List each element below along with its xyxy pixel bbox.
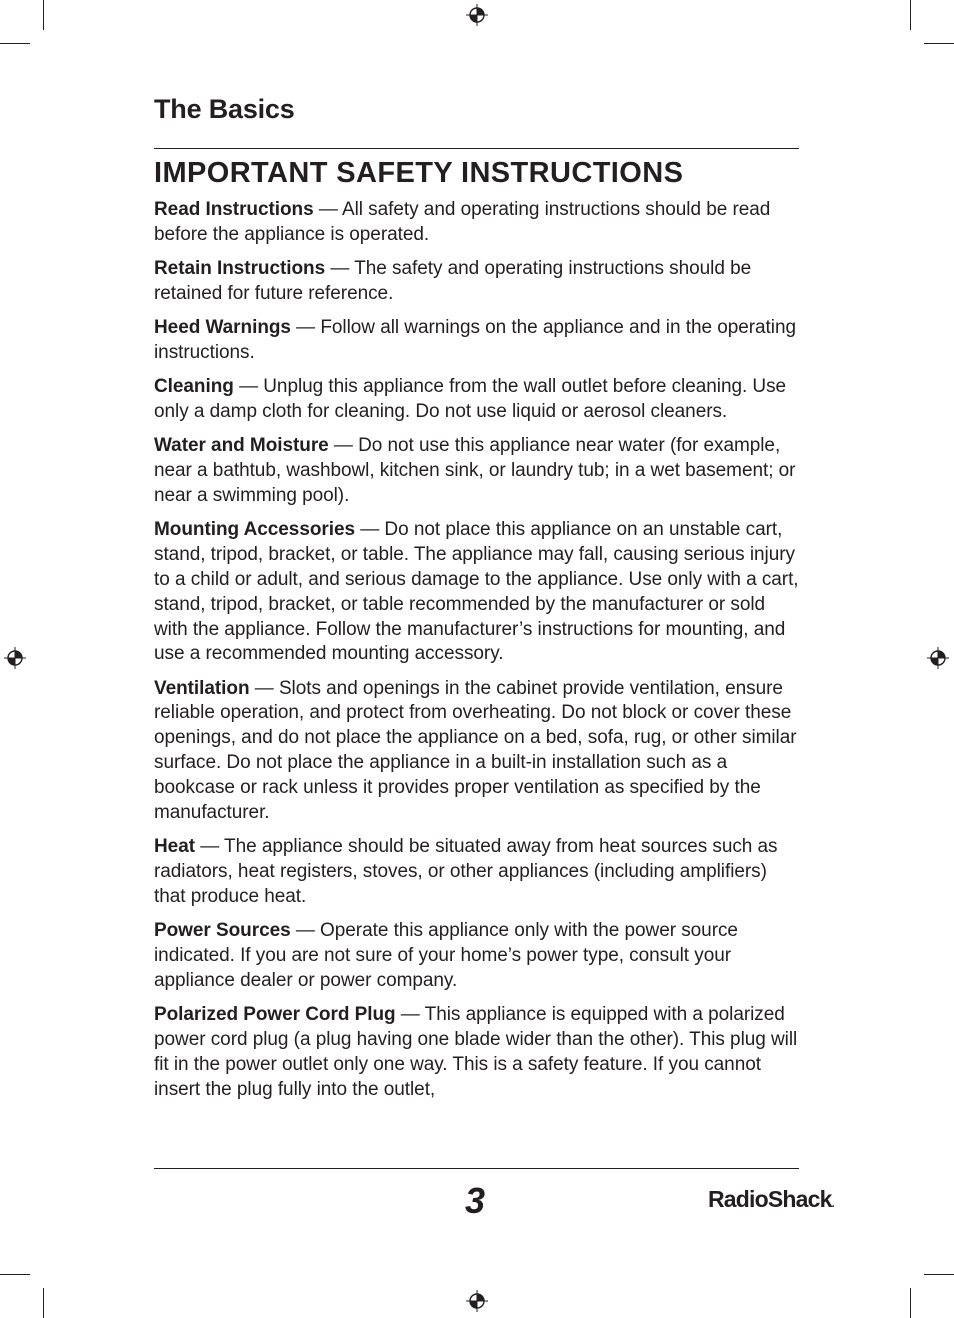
instruction-item <box>154 257 802 307</box>
instruction-text: — Do not use this appliance near water (for example, near a bathtub, washbowl, kitchen sink, or laundry tub; in a wet basement; or near a swimming pool). <box>154 435 796 506</box>
crop-mark-icon <box>910 0 911 30</box>
instruction-text: — Slots and openings in the cabinet provide ventilation, ensure reliable operation, and protect from overheating. Do not block or cover these openings, and do not place the appliance on a bed, sofa, rug, or other similar surface. Do not place the appliance in a built-in installation such as a bookcase or rack unless it provides proper ventilation as specified by the manufacturer. <box>154 677 797 824</box>
instruction-text: — Operate this appliance only with the power source indicated. If you are not sure of your home’s power type, consult your appliance dealer or power company. <box>154 920 738 991</box>
instruction-text: — All safety and operating instructions should be read before the appliance is operated. <box>154 199 771 245</box>
brand-logo <box>708 1186 834 1213</box>
footer-rule <box>154 1168 799 1169</box>
instruction-text: — The safety and operating instructions should be retained for future reference. <box>154 258 752 304</box>
instruction-item <box>154 518 802 667</box>
crop-mark-icon <box>0 1274 30 1275</box>
instruction-term: Ventilation <box>154 677 250 699</box>
registration-mark-icon <box>466 1290 488 1312</box>
safety-instructions <box>154 198 802 1112</box>
instruction-term: Read Instructions <box>154 199 314 220</box>
crop-mark-icon <box>924 43 954 44</box>
instruction-term: Power Sources <box>154 920 291 942</box>
crop-mark-icon <box>924 1274 954 1275</box>
registration-mark-icon <box>927 647 949 669</box>
instruction-term: Heed Warnings <box>154 317 291 338</box>
page-heading: IMPORTANT SAFETY INSTRUCTIONS <box>154 157 684 189</box>
registration-mark-icon <box>4 647 26 669</box>
instruction-term: Cleaning <box>154 376 234 397</box>
instruction-item <box>154 677 802 826</box>
instruction-text: — This appliance is equipped with a polarized power cord plug (a plug having one blade wider than the other). This plug will fit in the power outlet only one way. This is a safety feature. If you cannot insert the plug fully into the outlet, <box>154 1003 798 1100</box>
crop-mark-icon <box>910 1288 911 1318</box>
brand-dot: . <box>831 1198 834 1210</box>
instruction-item <box>154 198 802 248</box>
instruction-item <box>154 919 802 994</box>
brand-name: RadioShack <box>708 1186 832 1212</box>
instruction-term: Retain Instructions <box>154 258 326 279</box>
crop-mark-icon <box>0 43 30 44</box>
instruction-term: Heat <box>154 836 195 858</box>
crop-mark-icon <box>43 0 44 30</box>
instruction-item <box>154 316 802 366</box>
instruction-item <box>154 1003 802 1103</box>
crop-mark-icon <box>43 1288 44 1318</box>
instruction-text: — The appliance should be situated away from heat sources such as radiators, heat registers, stoves, or other appliances (including amplifiers) that produce heat. <box>154 836 778 907</box>
instruction-text: — Follow all warnings on the appliance and in the operating instructions. <box>154 317 796 363</box>
registration-mark-icon <box>466 4 488 26</box>
section-title: The Basics <box>154 94 295 124</box>
instruction-item <box>154 434 802 509</box>
instruction-item <box>154 835 802 910</box>
instruction-term: Water and Moisture <box>154 435 329 456</box>
instruction-text: — Unplug this appliance from the wall outlet before cleaning. Use only a damp cloth for cleaning. Do not use liquid or aerosol cleaners. <box>154 376 787 422</box>
header-rule <box>154 148 799 149</box>
page-number: 3 <box>464 1180 486 1221</box>
instruction-text: — Do not place this appliance on an unstable cart, stand, tripod, bracket, or table. The appliance may fall, causing serious injury to a child or adult, and serious damage to the appliance. Use only with a cart, stand, tripod, bracket, or table recommended by the manufacturer or sold with the appliance. Follow the manufacturer’s instructions for mounting, and use a recommended mounting accessory. <box>154 518 799 665</box>
instruction-item <box>154 375 802 425</box>
instruction-term: Mounting Accessories <box>154 518 356 540</box>
instruction-term: Polarized Power Cord Plug <box>154 1003 396 1025</box>
